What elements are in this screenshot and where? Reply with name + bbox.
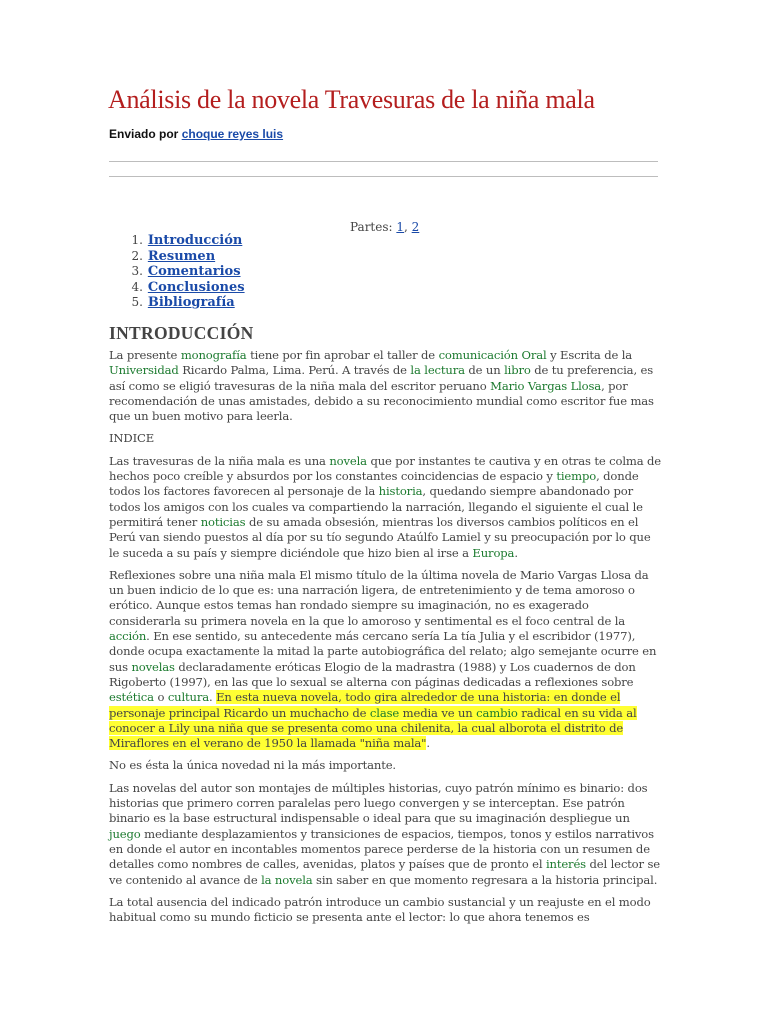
toc-link-bibliografia[interactable]: Bibliografía xyxy=(147,295,235,310)
parts-separator: , xyxy=(404,220,412,234)
toc-item xyxy=(108,280,245,296)
paragraph xyxy=(109,781,661,888)
text-run: . xyxy=(209,690,217,705)
text-run: , quedando siempre abandonado por todos los amigos con los cuales va compartiendo la narración, llegando el siguiente el cual le permitirá tener xyxy=(109,484,643,529)
inline-link[interactable]: juego xyxy=(109,826,141,841)
inline-link[interactable]: cultura xyxy=(167,690,210,705)
byline-prefix: Enviado por xyxy=(109,127,182,141)
parts-label: Partes: xyxy=(350,220,397,234)
inline-link[interactable]: la lectura xyxy=(410,363,465,378)
text-run: INDICE xyxy=(109,431,155,446)
divider-bottom xyxy=(109,176,658,177)
text-run: tiene por fin aprobar el taller de xyxy=(246,348,439,362)
paragraph xyxy=(109,895,661,926)
text-run: Las travesuras de la niña mala es una xyxy=(109,453,330,468)
toc-link-resumen[interactable]: Resumen xyxy=(147,248,216,264)
inline-link[interactable]: novela xyxy=(329,453,367,468)
text-run: de un xyxy=(464,363,505,378)
section-heading-introduccion: INTRODUCCIÓN xyxy=(109,323,254,343)
paragraph xyxy=(109,348,661,424)
toc-number: 1. xyxy=(131,233,143,247)
inline-link[interactable]: novelas xyxy=(131,659,175,674)
text-run: , donde todos los factores favorecen al personaje de la xyxy=(109,469,639,499)
inline-link[interactable]: noticias xyxy=(200,514,246,529)
paragraph xyxy=(109,431,661,446)
text-run: o xyxy=(153,690,168,705)
paragraph xyxy=(109,568,661,752)
inline-link[interactable]: monografía xyxy=(180,348,247,362)
inline-link[interactable]: acción xyxy=(109,629,147,644)
text-run: . En ese sentido, su antecedente más cercano sería La tía Julia y el escribidor (1977), donde ocupa exactamente la mitad la parte autobiográfica del relato; algo semejante ocurre en sus xyxy=(109,629,657,674)
text-run: No es ésta la única novedad ni la más importante. xyxy=(109,758,396,773)
inline-link[interactable]: comunicación Oral xyxy=(438,348,547,362)
inline-link[interactable]: cambio xyxy=(476,705,518,720)
text-run: y Escrita de la xyxy=(546,348,633,362)
article-body xyxy=(109,348,661,932)
text-run: , por recomendación de unas amistades, debido a su reconocimiento mundial como escritor fue mas que un buen motivo para leerla. xyxy=(109,378,654,424)
inline-link[interactable]: clase xyxy=(369,705,400,720)
paragraph xyxy=(109,454,661,561)
toc-link-comentarios[interactable]: Comentarios xyxy=(147,264,241,279)
text-run: de tu preferencia, es así como se eligió travesuras de la niña mala del escritor peruano xyxy=(109,363,654,393)
text-run: del lector se ve contenido al avance de xyxy=(109,857,660,887)
part-1-link[interactable]: 1 xyxy=(396,220,405,234)
paragraph xyxy=(109,758,661,773)
text-run: declaradamente eróticas Elogio de la madrastra (1988) y Los cuadernos de don Rigoberto (1997), en las que lo sexual se alterna con páginas dedicadas a reflexiones sobre xyxy=(109,659,636,689)
text-run: . xyxy=(514,545,518,560)
toc-number: 3. xyxy=(131,264,143,278)
highlighted-text: radical en su vida al conocer a Lily una niña que se presenta como una chilenita, la cual alborota el distrito de Miraflores en el verano de 1950 la llamada "niña mala" xyxy=(109,705,637,751)
text-run: . xyxy=(426,736,430,751)
text-run: Las novelas del autor son montajes de múltiples historias, cuyo patrón mínimo es binario: dos historias que primero corren paralelas pero luego convergen y se interceptan. Ese patrón binario es la base estructural indispensable o ideal para que su imaginación despliegue un xyxy=(109,780,648,826)
text-run: mediante desplazamientos y transiciones de espacios, tiempos, tonos y estilos narrativos en donde el autor en incontables momentos parece perderse de la historia con un resumen de detalles como nombres de calles, avenidas, platos y países que de pronto el xyxy=(109,826,654,872)
text-run: sin saber en que momento regresara a la historia principal. xyxy=(312,872,658,887)
inline-link[interactable]: libro xyxy=(504,363,531,378)
inline-link[interactable]: Universidad xyxy=(109,363,179,378)
inline-link[interactable]: tiempo xyxy=(556,469,597,484)
toc-item xyxy=(108,233,245,249)
text-run: Ricardo Palma, Lima. Perú. A través de xyxy=(178,363,411,378)
text-run: Reflexiones sobre una niña mala El mismo título de la última novela de Mario Vargas Llosa da un buen indicio de lo que es: una narración ligera, de entretenimiento y de tema amoroso o erótico. Aunque estos temas han rondado siempre su imaginación, no es exagerado considerarla su primera novela en la que lo amoroso y sentimental es el foco central de la xyxy=(109,567,649,628)
toc-item xyxy=(108,295,245,311)
text-run: de su amada obsesión, mientras los diversos cambios políticos en el Perú van siendo puestos al día por su tío segundo Ataúlfo Lamiel y su preocupación por lo que le suceda a su país y siempre diciéndole que hizo bien al irse a xyxy=(109,514,651,560)
page-title: Análisis de la novela Travesuras de la niña mala xyxy=(108,85,595,114)
highlighted-text: En esta nueva novela, todo gira alrededor de una historia: en donde el personaje principal Ricardo un muchacho de xyxy=(109,690,621,720)
inline-link[interactable]: interés xyxy=(545,857,586,872)
toc-number: 2. xyxy=(131,248,143,263)
text-run: La total ausencia del indicado patrón introduce un cambio sustancial y un reajuste en el modo habitual como su mundo ficticio se presenta ante el lector: lo que ahora tenemos es xyxy=(109,894,651,925)
inline-link[interactable]: Mario Vargas Llosa xyxy=(490,378,602,393)
inline-link[interactable]: Europa xyxy=(472,545,515,560)
toc-number: 5. xyxy=(131,295,143,309)
parts-nav xyxy=(350,219,419,235)
inline-link[interactable]: la novela xyxy=(261,872,313,887)
toc-link-conclusiones[interactable]: Conclusiones xyxy=(147,279,245,295)
text-run: que por instantes te cautiva y en otras te colma de hechos poco creíble y absurdos por los constantes coincidencias de espacio y xyxy=(109,453,662,484)
toc-link-introduccion[interactable]: Introducción xyxy=(147,233,243,248)
highlighted-text: media ve un xyxy=(399,705,477,720)
inline-link[interactable]: historia xyxy=(378,484,423,499)
author-link[interactable]: choque reyes luis xyxy=(181,127,284,141)
text-run: La presente xyxy=(109,348,181,362)
toc-item xyxy=(108,249,245,265)
byline xyxy=(109,127,283,142)
toc-item xyxy=(108,264,245,280)
table-of-contents xyxy=(108,233,245,311)
part-2-link[interactable]: 2 xyxy=(411,220,420,234)
inline-link[interactable]: estética xyxy=(109,690,154,705)
toc-number: 4. xyxy=(131,279,143,294)
divider-top xyxy=(109,161,658,162)
